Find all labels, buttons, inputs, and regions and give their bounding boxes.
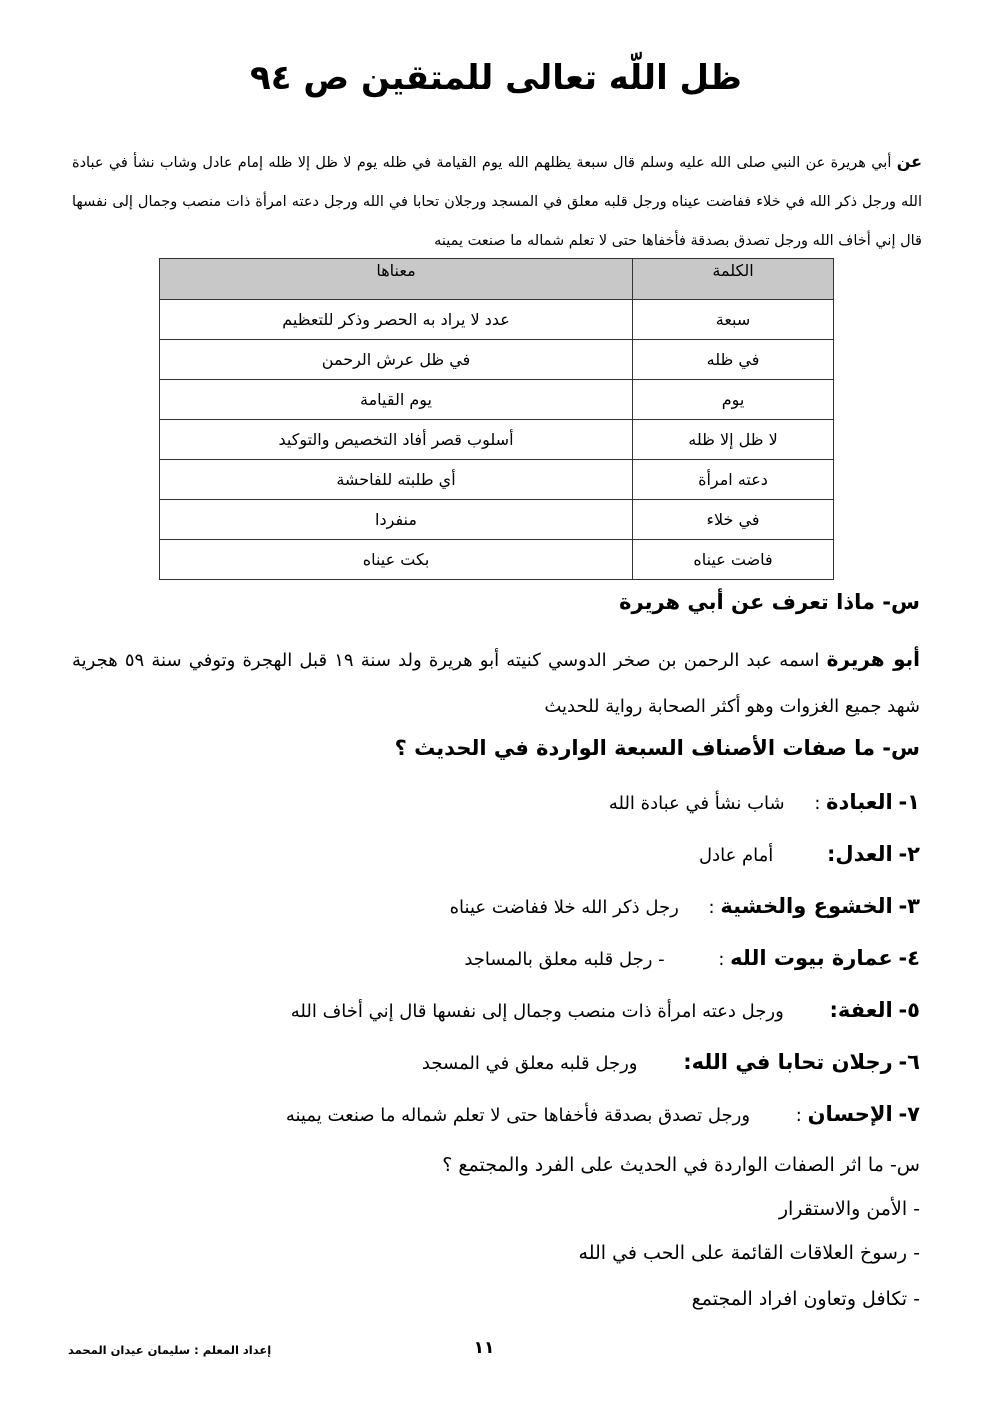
trait-number: ٤- [898, 946, 920, 970]
table-row [160, 420, 834, 460]
meaning-cell: أسلوب قصر أفاد التخصيص والتوكيد [160, 420, 633, 460]
trait-name: عمارة بيوت الله [730, 946, 893, 970]
footer-author: إعداد المعلم : سليمان عيدان المحمد [68, 1343, 272, 1357]
trait-description: ورجل قلبه معلق في المسجد [421, 1053, 638, 1074]
word-cell: في خلاء [633, 500, 834, 540]
word-cell: يوم [633, 380, 834, 420]
word-cell: في ظله [633, 340, 834, 380]
trait-separator: : [708, 897, 715, 918]
word-cell: دعته امرأة [633, 460, 834, 500]
trait-name: الخشوع والخشية [720, 894, 893, 918]
trait-description: رجل ذكر الله خلا ففاضت عيناه [449, 897, 679, 918]
answer-body: اسمه عبد الرحمن بن صخر الدوسي كنيته أبو هريرة ولد سنة ١٩ قبل الهجرة وتوفي سنة ٥٩ هجرية شهد جميع الغزوات وهو أكثر الصحابة رواية للحديث [72, 650, 920, 717]
page-title: ظل اللّه تعالى للمتقين ص ٩٤ [250, 58, 742, 98]
trait-item [699, 842, 920, 866]
hadith-text [72, 142, 922, 261]
trait-separator: : [795, 1105, 802, 1126]
table-row [160, 300, 834, 340]
trait-number: ٣- [898, 894, 920, 918]
meaning-cell: يوم القيامة [160, 380, 633, 420]
effect-point: - رسوخ العلاقات القائمة على الحب في الله [578, 1242, 920, 1264]
trait-description: ورجل تصدق بصدقة فأخفاها حتى لا تعلم شماله ما صنعت يمينه [285, 1105, 751, 1126]
meaning-cell: منفردا [160, 500, 633, 540]
meaning-cell: في ظل عرش الرحمن [160, 340, 633, 380]
trait-name: العفة: [829, 998, 893, 1022]
trait-separator: : [814, 793, 821, 814]
trait-description: شاب نشأ في عبادة الله [608, 793, 785, 814]
table-row [160, 380, 834, 420]
vocabulary-table-header [160, 259, 834, 300]
effect-point: - تكافل وتعاون افراد المجتمع [691, 1288, 920, 1310]
word-cell: فاضت عيناه [633, 540, 834, 580]
trait-item [291, 998, 920, 1022]
meaning-cell: أي طلبته للفاحشة [160, 460, 633, 500]
trait-name: العبادة [826, 790, 893, 814]
trait-description: - رجل قلبه معلق بالمساجد [464, 949, 665, 970]
page-number: ١١ [473, 1338, 495, 1358]
trait-description: ورجل دعته امرأة ذات منصب وجمال إلى نفسها قال إني أخاف الله [290, 1001, 784, 1022]
trait-name: الإحسان [807, 1102, 893, 1126]
meaning-cell: بكت عيناه [160, 540, 633, 580]
trait-number: ٧- [898, 1102, 920, 1126]
header-word: الكلمة [633, 259, 834, 300]
table-row [160, 540, 834, 580]
table-row [160, 460, 834, 500]
trait-number: ٦- [898, 1050, 920, 1074]
trait-separator: : [718, 949, 725, 970]
trait-name: رجلان تحابا في الله: [683, 1050, 893, 1074]
trait-name: العدل: [827, 842, 893, 866]
trait-item [609, 790, 920, 814]
trait-number: ٥- [898, 998, 920, 1022]
trait-description: أمام عادل [698, 845, 774, 866]
table-row [160, 340, 834, 380]
hadith-lead-word: عن [896, 152, 923, 171]
trait-item [450, 894, 920, 918]
trait-item [286, 1102, 920, 1126]
trait-number: ٢- [898, 842, 920, 866]
question-about-abu-hurayra: س- ماذا تعرف عن أبي هريرة [619, 590, 920, 614]
header-meaning: معناها [160, 259, 633, 300]
vocabulary-table [159, 258, 834, 580]
question-effects: س- ما اثر الصفات الواردة في الحديث على الفرد والمجتمع ؟ [442, 1154, 920, 1176]
word-cell: سبعة [633, 300, 834, 340]
effect-point: - الأمن والاستقرار [778, 1198, 920, 1220]
hadith-body: أبي هريرة عن النبي صلى الله عليه وسلم قال سبعة يظلهم الله يوم القيامة في ظله يوم لا ظل إلا ظله إمام عادل وشاب نشأ في عبادة الله ورجل ذكر الله في خلاء ففاضت عيناه ورجل قلبه معلق في المسجد ورجلان تحابا في الله ورجل دعته امرأة ذات منصب وجمال إلى نفسها قال إني أخاف الله ورجل تصدق بصدقة فأخفاها حتى لا تعلم شماله ما صنعت يمينه [72, 155, 922, 249]
trait-item [464, 946, 920, 970]
answer-lead: أبو هريرة [826, 647, 920, 671]
question-seven-traits: س- ما صفات الأصناف السبعة الواردة في الحديث ؟ [394, 736, 920, 760]
table-row [160, 500, 834, 540]
trait-number: ١- [898, 790, 920, 814]
word-cell: لا ظل إلا ظله [633, 420, 834, 460]
trait-item [422, 1050, 920, 1074]
meaning-cell: عدد لا يراد به الحصر وذكر للتعظيم [160, 300, 633, 340]
abu-hurayra-answer [72, 636, 920, 730]
